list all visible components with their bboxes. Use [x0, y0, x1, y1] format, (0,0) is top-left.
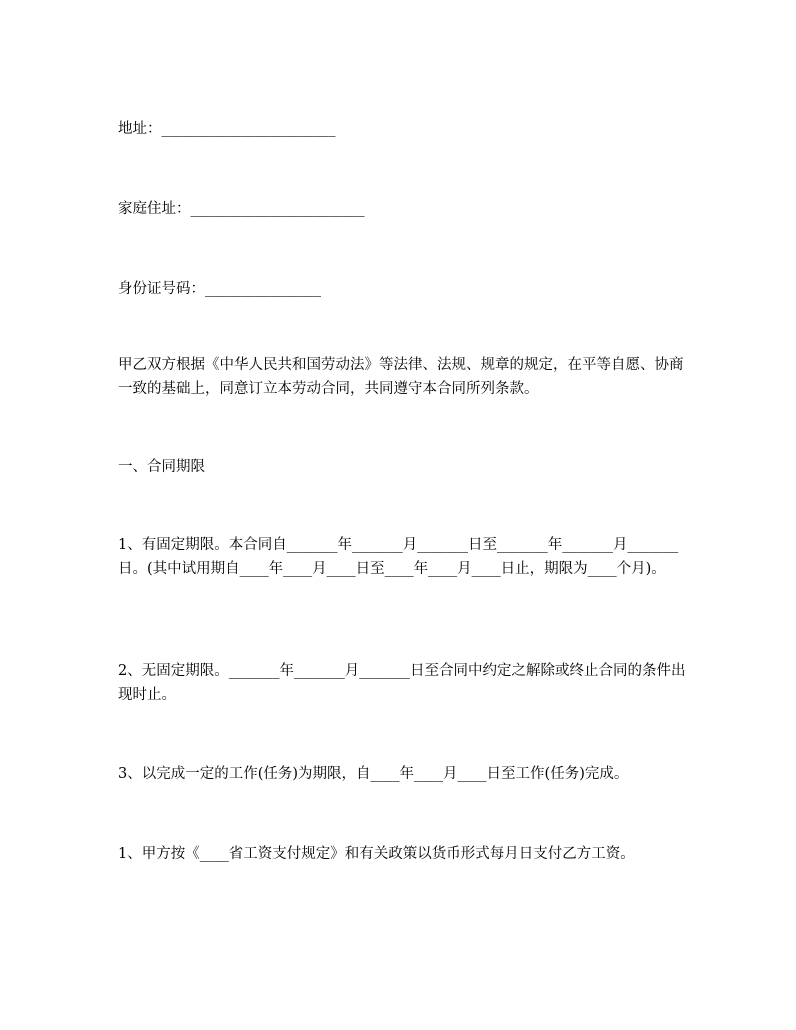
clause-open-term: 2、无固定期限。_______年_______月_______日至合同中约定之解除或终止合同的条件出现时止。	[118, 663, 686, 703]
id-number-line: 身份证号码：________________	[118, 281, 321, 297]
address-line: 地址：________________________	[118, 121, 336, 137]
clause-fixed-term: 1、有固定期限。本合同自_______年_______月_______日至_______年_______月_______日。(其中试用期自____年____月____日至____年____月____日止，期限为____个月)。	[118, 537, 679, 577]
home-address-line: 家庭住址：________________________	[118, 201, 365, 217]
preamble-paragraph: 甲乙双方根据《中华人民共和国劳动法》等法律、法规、规章的规定，在平等自愿、协商一致的基础上，同意订立本劳动合同，共同遵守本合同所列条款。	[118, 357, 684, 397]
clause-task-term: 3、以完成一定的工作(任务)为期限，自____年____月____日至工作(任务)完成。	[118, 766, 629, 782]
clause-wage-payment: 1、甲方按《____省工资支付规定》和有关政策以货币形式每月日支付乙方工资。	[118, 846, 635, 862]
section-heading-contract-term: 一、合同期限	[118, 459, 205, 475]
